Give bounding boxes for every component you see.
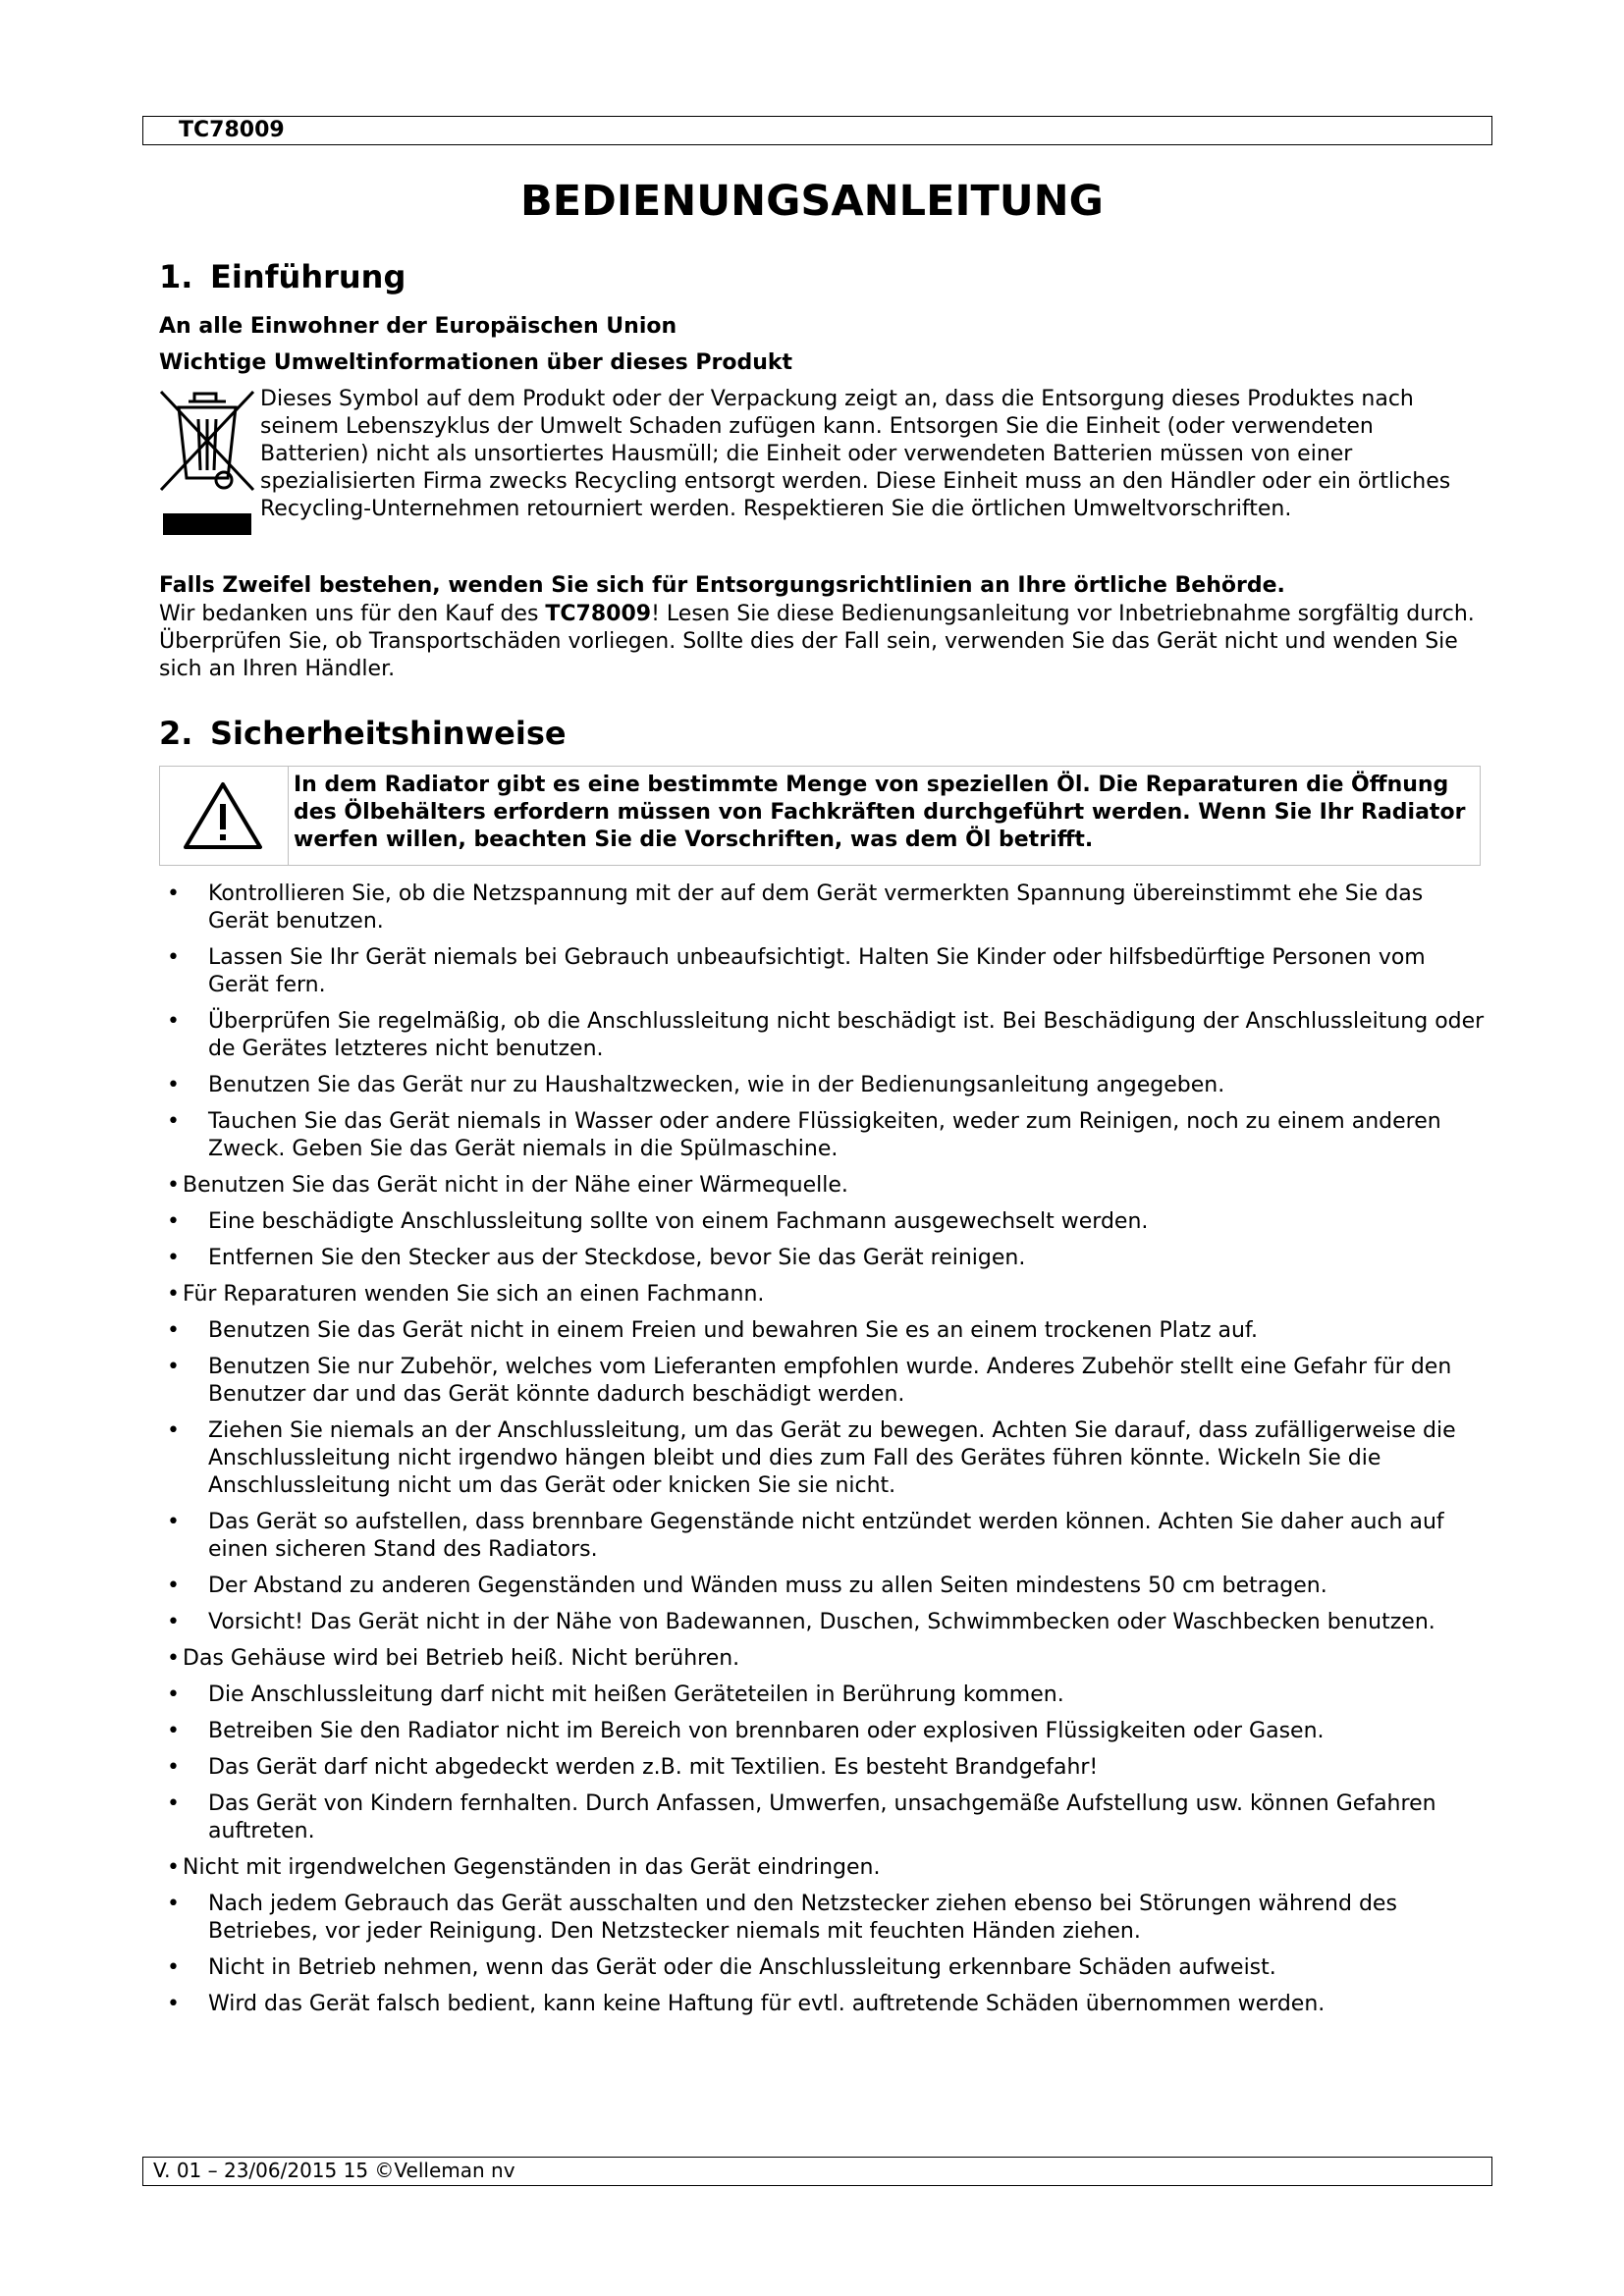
thanks-text-end: ! Lesen Sie diese Bedienungsanleitung vor Inbetriebnahme sorgfältig durch. Überprüfen Sie, ob Transportschäden vorliegen. Sollte dies der Fall sein, verwenden Sie das Gerät nicht und wenden Sie sich an Ihren Händler.: [159, 602, 1475, 681]
list-item: • Für Reparaturen wenden Sie sich an einen Fachmann.: [167, 1282, 765, 1307]
thanks-paragraph: [159, 601, 1475, 683]
section-2-number: 2.: [159, 715, 193, 752]
list-item: • Vorsicht! Das Gerät nicht in der Nähe von Badewannen, Duschen, Schwimmbecken oder Waschbecken benutzen.: [167, 1610, 1435, 1634]
environment-info-text: Dieses Symbol auf dem Produkt oder der Verpackung zeigt an, dass die Entsorgung dieses Produktes nach seinem Lebenszyklus der Umwelt Schaden zufügen kann. Entsorgen Sie die Einheit (oder verwendeten Batterien) nicht als unsortiertes Hausmüll; die Einheit oder verwendeten Batterien müssen von einer spezialisierten Firma zwecks Recycling entsorgt werden. Diese Einheit muss an den Händler oder ein örtliches Recycling-Unternehmen retourniert werden. Respektieren Sie die örtlichen Umweltvorschriften.: [260, 387, 1451, 521]
section-2-heading: [159, 715, 567, 752]
list-item: • Das Gerät so aufstellen, dass brennbare Gegenstände nicht entzündet werden können. Achten Sie daher auch auf einen sicheren Stand des Radiators.: [167, 1510, 1444, 1562]
list-item: • Entfernen Sie den Stecker aus der Steckdose, bevor Sie das Gerät reinigen.: [167, 1246, 1026, 1270]
section-1-number: 1.: [159, 258, 193, 295]
list-item: • Betreiben Sie den Radiator nicht im Bereich von brennbaren oder explosiven Flüssigkeiten oder Gasen.: [167, 1719, 1325, 1743]
warning-icon-cell: [160, 767, 289, 865]
eu-residents-heading: An alle Einwohner der Europäischen Union: [159, 314, 677, 339]
safety-list: [0, 881, 1624, 2027]
list-item: • Kontrollieren Sie, ob die Netzspannung mit der auf dem Gerät vermerkten Spannung übereinstimmt ehe Sie das Gerät benutzen.: [167, 881, 1424, 934]
list-item: • Nicht in Betrieb nehmen, wenn das Gerät oder die Anschlussleitung erkennbare Schäden aufweist.: [167, 1955, 1276, 1980]
thanks-text-start: Wir bedanken uns für den Kauf des: [159, 602, 546, 626]
thanks-model: TC78009: [545, 602, 652, 626]
list-item: • Nicht mit irgendwelchen Gegenständen in das Gerät eindringen.: [167, 1855, 881, 1880]
section-1-title: Einführung: [210, 258, 406, 295]
footer-version: V. 01 – 23/06/2015 15 ©Velleman nv: [142, 2157, 1492, 2186]
list-item: • Lassen Sie Ihr Gerät niemals bei Gebrauch unbeaufsichtigt. Halten Sie Kinder oder hilfsbedürftige Personen vom Gerät fern.: [167, 945, 1426, 997]
list-item: • Benutzen Sie das Gerät nur zu Haushaltzwecken, wie in der Bedienungsanleitung angegeben.: [167, 1073, 1225, 1097]
section-2-title: Sicherheitshinweise: [210, 715, 567, 752]
environment-info-heading: Wichtige Umweltinformationen über dieses Produkt: [159, 350, 793, 375]
header-model: TC78009: [142, 116, 1492, 145]
crossed-bin-icon: [159, 388, 257, 545]
doubt-notice: Falls Zweifel bestehen, wenden Sie sich für Entsorgungsrichtlinien an Ihre örtliche Behörde.: [159, 573, 1285, 598]
list-item: • Die Anschlussleitung darf nicht mit heißen Geräteteilen in Berührung kommen.: [167, 1682, 1064, 1707]
list-item: • Benutzen Sie nur Zubehör, welches vom Lieferanten empfohlen wurde. Anderes Zubehör stellt eine Gefahr für den Benutzer dar und das Gerät könnte dadurch beschädigt werden.: [167, 1355, 1452, 1407]
list-item: • Das Gerät darf nicht abgedeckt werden z.B. mit Textilien. Es besteht Brandgefahr!: [167, 1755, 1099, 1780]
list-item: • Tauchen Sie das Gerät niemals in Wasser oder andere Flüssigkeiten, weder zum Reinigen, noch zu einem anderen Zweck. Geben Sie das Gerät niemals in die Spülmaschine.: [167, 1109, 1441, 1161]
list-item: • Eine beschädigte Anschlussleitung sollte von einem Fachmann ausgewechselt werden.: [167, 1209, 1149, 1234]
page-title: BEDIENUNGSANLEITUNG: [520, 177, 1104, 226]
warning-triangle-icon: [182, 780, 264, 851]
oil-warning-box: [159, 766, 1481, 866]
list-item: • Das Gehäuse wird bei Betrieb heiß. Nicht berühren.: [167, 1646, 740, 1671]
list-item: • Benutzen Sie das Gerät nicht in der Nähe einer Wärmequelle.: [167, 1173, 848, 1198]
list-item: • Wird das Gerät falsch bedient, kann keine Haftung für evtl. auftretende Schäden übernommen werden.: [167, 1992, 1326, 2016]
list-item: • Überprüfen Sie regelmäßig, ob die Anschlussleitung nicht beschädigt ist. Bei Beschädigung der Anschlussleitung oder de Gerätes letzteres nicht benutzen.: [167, 1009, 1485, 1061]
section-1-heading: [159, 258, 406, 295]
list-item: • Das Gerät von Kindern fernhalten. Durch Anfassen, Umwerfen, unsachgemäße Aufstellung usw. können Gefahren auftreten.: [167, 1791, 1436, 1843]
list-item: • Ziehen Sie niemals an der Anschlussleitung, um das Gerät zu bewegen. Achten Sie darauf, dass zufälligerweise die Anschlussleitung nicht irgendwo hängen bleibt und dies zum Fall des Gerätes führen könnte. Wickeln Sie die Anschlussleitung nicht um das Gerät oder knicken Sie sie nicht.: [167, 1418, 1456, 1498]
list-item: • Benutzen Sie das Gerät nicht in einem Freien und bewahren Sie es an einem trockenen Platz auf.: [167, 1318, 1259, 1343]
oil-warning-text: In dem Radiator gibt es eine bestimmte Menge von speziellen Öl. Die Reparaturen die Öffnung des Ölbehälters erfordern müssen von Fachkräften durchgeführt werden. Wenn Sie Ihr Radiator werfen willen, beachten Sie die Vorschriften, was dem Öl betrifft.: [294, 773, 1466, 852]
list-item: • Der Abstand zu anderen Gegenständen und Wänden muss zu allen Seiten mindestens 50 cm betragen.: [167, 1574, 1327, 1598]
list-item: • Nach jedem Gebrauch das Gerät ausschalten und den Netzstecker ziehen ebenso bei Störungen während des Betriebes, vor jeder Reinigung. Den Netzstecker niemals mit feuchten Händen ziehen.: [167, 1892, 1397, 1944]
